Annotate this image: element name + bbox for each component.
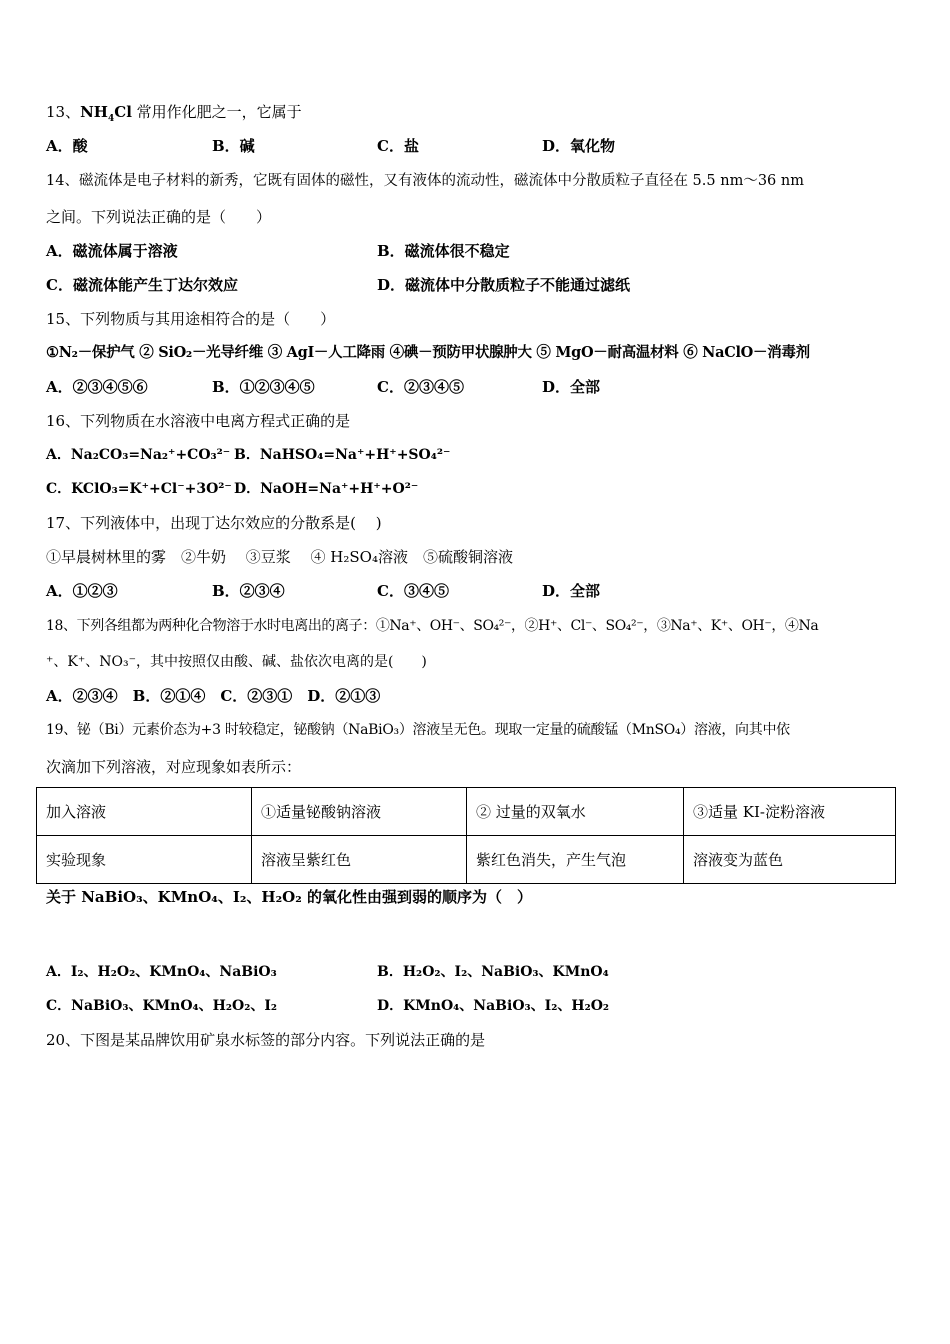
q15-items: ①N₂－保护气 ② SiO₂－光导纤维 ③ AgI－人工降雨 ④碘－预防甲状腺肿大 ⑤ MgO－耐高温材料 ⑥ NaClO－消毒剂: [46, 344, 810, 361]
q19-option-a: A．I₂、H₂O₂、KMnO₄、NaBiO₃: [46, 964, 277, 980]
table-cell: 溶液呈紫红色: [252, 836, 467, 884]
q17-option-a: A．①②③: [46, 582, 118, 600]
q17-items: ①早晨树林里的雾 ②牛奶 ③豆浆 ④ H₂SO₄溶液 ⑤硫酸铜溶液: [46, 548, 513, 566]
q15-option-c: C．②③④⑤: [377, 378, 464, 396]
q14-stem-line2: 之间。下列说法正确的是（ ）: [46, 208, 272, 226]
table-cell: 加入溶液: [37, 788, 252, 836]
q19-stem-line2: 次滴加下列溶液，对应现象如表所示：: [46, 758, 302, 776]
q16-stem: 16、下列物质在水溶液中电离方程式正确的是: [46, 412, 351, 430]
q13-option-b: B．碱: [212, 137, 255, 155]
table-row: [37, 788, 896, 836]
q14-option-a: A．磁流体属于溶液: [46, 242, 178, 260]
q18-options: A．②③④ B．②①④ C．②③① D．②①③: [46, 687, 381, 705]
q19-experiment-table: [36, 787, 896, 884]
table-cell: ② 过量的双氧水: [467, 788, 684, 836]
q19-stem-line1: 19、铋（Bi）元素价态为+3 时较稳定，铋酸钠（NaBiO₃）溶液呈无色。现取一定量的硫酸锰（MnSO₄）溶液，向其中依: [46, 722, 790, 738]
table-cell: 实验现象: [37, 836, 252, 884]
q17-option-b: B．②③④: [212, 582, 285, 600]
table-cell: ①适量铋酸钠溶液: [252, 788, 467, 836]
table-row: [37, 836, 896, 884]
q15-option-b: B．①②③④⑤: [212, 378, 315, 396]
q13-number: 13、: [46, 103, 81, 121]
q14-stem-line1: 14、磁流体是电子材料的新秀，它既有固体的磁性，又有液体的流动性，磁流体中分散质粒子直径在 5.5 nm～36 nm: [46, 173, 804, 189]
q19-option-b: B．H₂O₂、I₂、NaBiO₃、KMnO₄: [377, 964, 609, 980]
q13-option-c: C．盐: [377, 137, 419, 155]
q17-option-c: C．③④⑤: [377, 582, 449, 600]
table-cell: 紫红色消失，产生气泡: [467, 836, 684, 884]
q17-option-d: D．全部: [542, 582, 601, 600]
q13-option-d: D．氧化物: [542, 137, 616, 155]
q19-option-c: C．NaBiO₃、KMnO₄、H₂O₂、I₂: [46, 998, 278, 1014]
q13-option-a: A．酸: [46, 137, 88, 155]
q14-option-b: B．磁流体很不稳定: [377, 242, 510, 260]
q15-option-d: D．全部: [542, 378, 601, 396]
q13-formula: $NH_4Cl$: [80, 103, 132, 124]
q15-stem: 15、下列物质与其用途相符合的是（ ）: [46, 310, 336, 328]
q20-stem: 20、下图是某品牌饮用矿泉水标签的部分内容。下列说法正确的是: [46, 1031, 486, 1049]
q16-option-b: B．NaHSO₄=Na⁺+H⁺+SO₄²⁻: [234, 447, 451, 463]
q13-stem-text: 常用作化肥之一，它属于: [131, 103, 302, 121]
q18-stem-line1: 18、下列各组都为两种化合物溶于水时电离出的离子：①Na⁺、OH⁻、SO₄²⁻，②H⁺、Cl⁻、SO₄²⁻，③Na⁺、K⁺、OH⁻，④Na: [46, 618, 819, 634]
q16-option-a: A．Na₂CO₃=Na₂⁺+CO₃²⁻: [46, 447, 231, 463]
q18-stem-line2: ⁺、K⁺、NO₃⁻，其中按照仅由酸、碱、盐依次电离的是( ): [46, 654, 427, 670]
q14-option-d: D．磁流体中分散质粒子不能通过滤纸: [377, 276, 631, 294]
q15-option-a: A．②③④⑤⑥: [46, 378, 148, 396]
q14-option-c: C．磁流体能产生丁达尔效应: [46, 276, 238, 294]
q16-option-d: D．NaOH=Na⁺+H⁺+O²⁻: [234, 481, 419, 497]
q17-stem: 17、下列液体中，出现丁达尔效应的分散系是( ): [46, 514, 382, 532]
q16-option-c: C．KClO₃=K⁺+Cl⁻+3O²⁻: [46, 481, 232, 497]
table-cell: ③适量 KI-淀粉溶液: [684, 788, 896, 836]
table-cell: 溶液变为蓝色: [684, 836, 896, 884]
q13-stem: [46, 102, 302, 122]
q19-question: 关于 NaBiO₃、KMnO₄、I₂、H₂O₂ 的氧化性由强到弱的顺序为（ ）: [46, 888, 533, 906]
q19-option-d: D．KMnO₄、NaBiO₃、I₂、H₂O₂: [377, 998, 610, 1014]
